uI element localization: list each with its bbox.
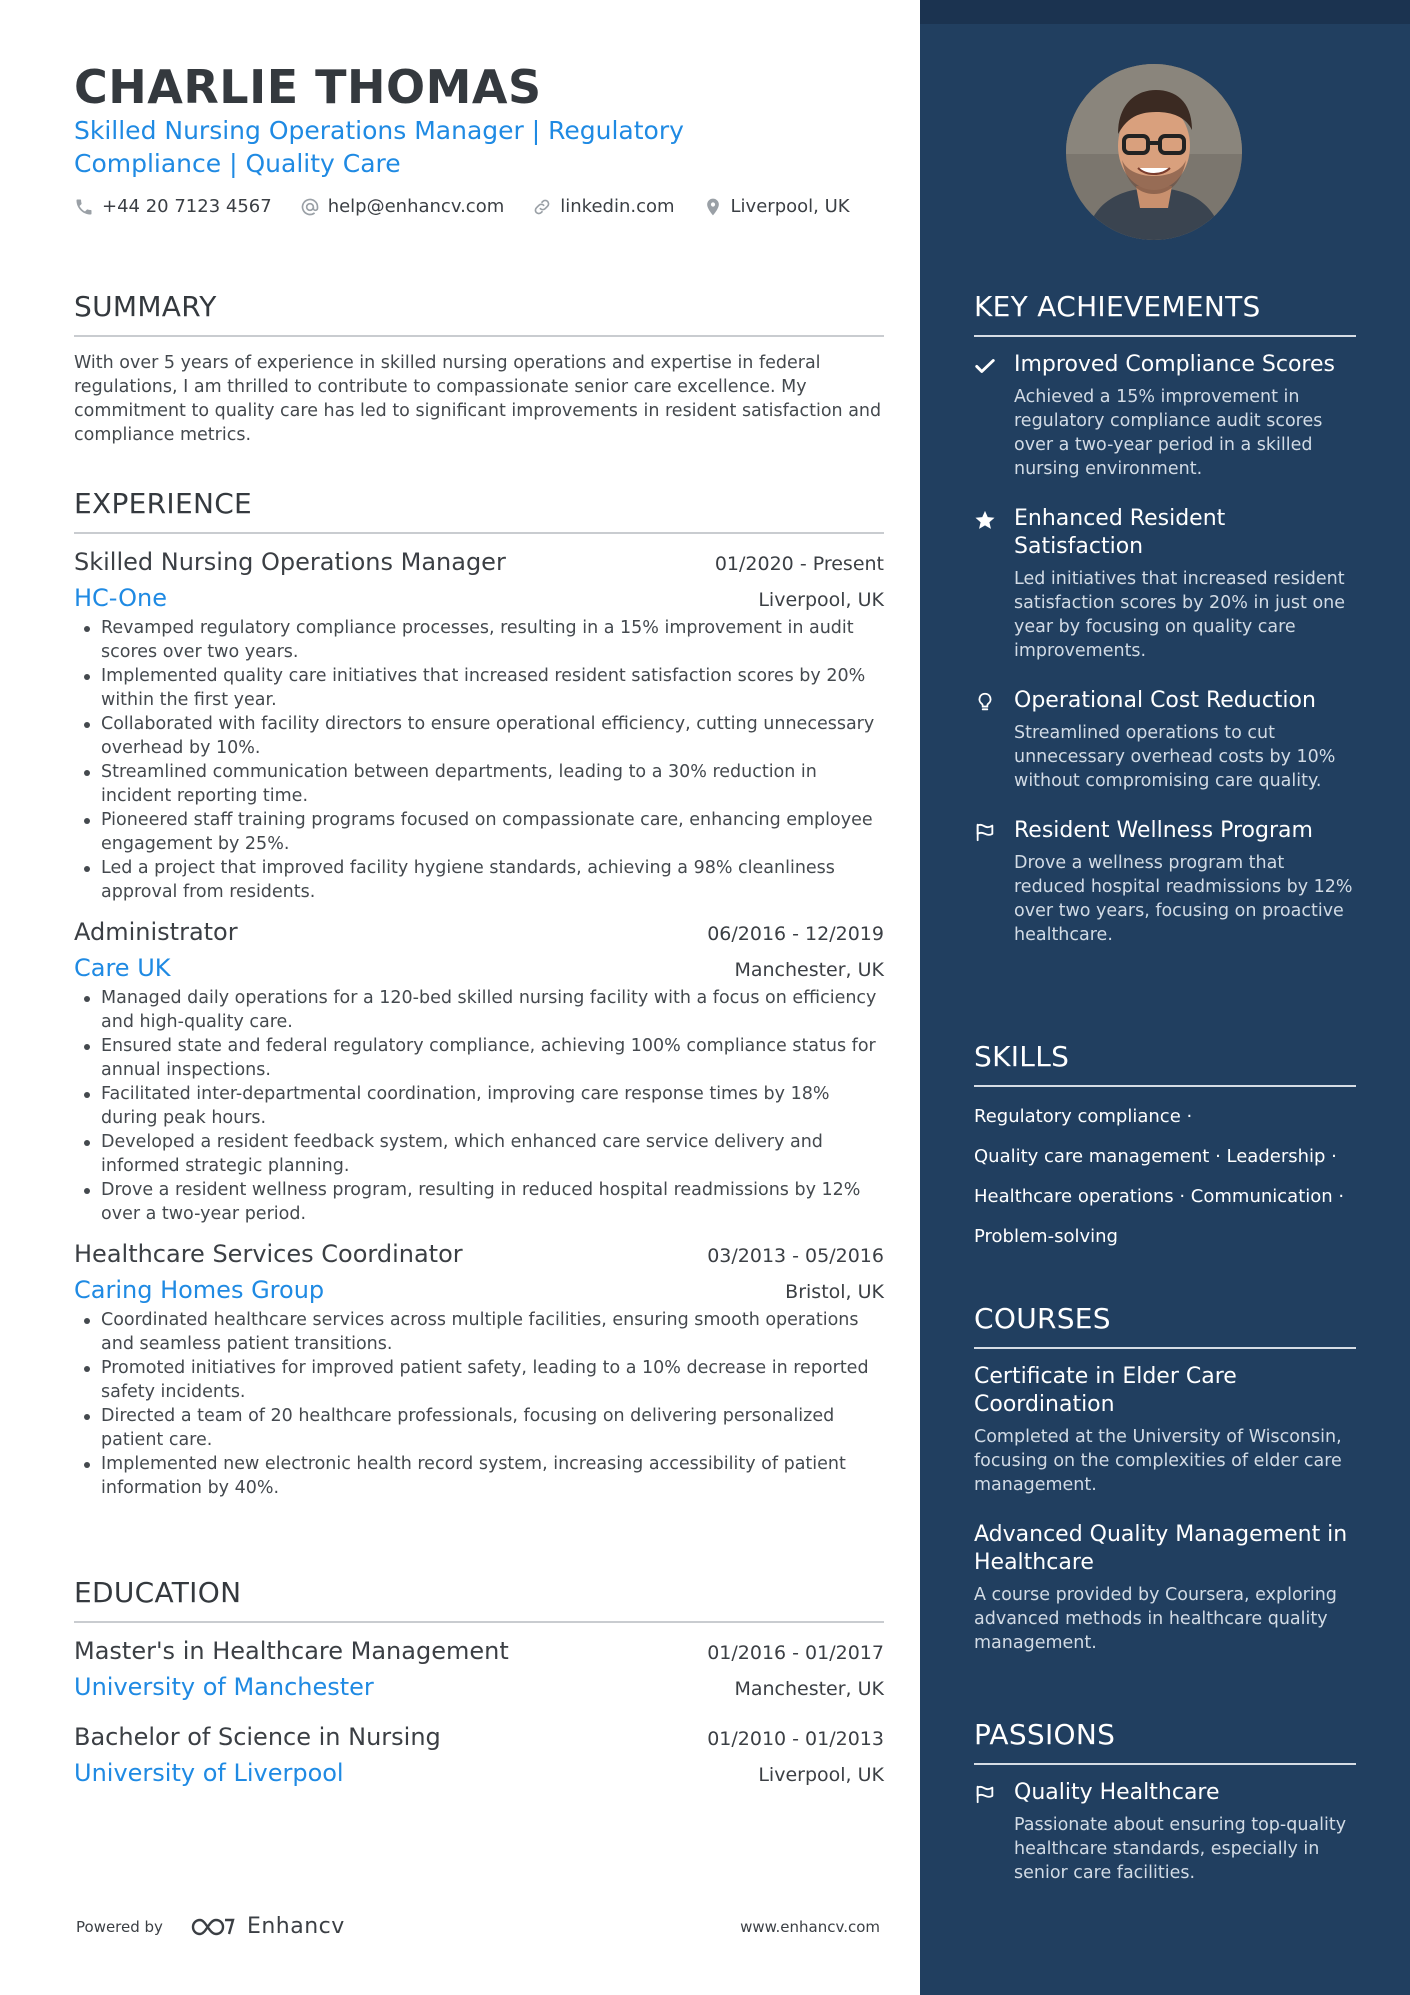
section-divider xyxy=(74,335,884,337)
section-divider xyxy=(974,1763,1356,1765)
contact-location xyxy=(703,196,850,217)
job-bullet: Led a project that improved facility hygiene standards, achieving a 98% cleanliness approval from residents. xyxy=(74,856,884,904)
course-desc: A course provided by Coursera, exploring advanced methods in healthcare quality management. xyxy=(974,1585,1337,1653)
job-bullet: Promoted initiatives for improved patient safety, leading to a 10% decrease in reported safety incidents. xyxy=(74,1356,884,1404)
education-school[interactable]: University of Liverpool xyxy=(74,1759,344,1787)
candidate-headline: Skilled Nursing Operations Manager | Regulatory Compliance | Quality Care xyxy=(74,116,684,178)
section-divider xyxy=(974,1085,1356,1087)
linkedin-text: linkedin.com xyxy=(560,196,675,217)
check-icon xyxy=(974,355,996,377)
achievement-desc: Drove a wellness program that reduced hospital readmissions by 12% over two years, focusing on proactive healthcare. xyxy=(1014,853,1353,945)
flag-icon xyxy=(974,821,996,843)
job-bullet: Facilitated inter-departmental coordination, improving care response times by 18% during peak hours. xyxy=(74,1082,884,1130)
at-icon xyxy=(300,197,320,217)
achievement-title: Enhanced Resident Satisfaction xyxy=(1014,506,1226,559)
summary-text: With over 5 years of experience in skilled nursing operations and expertise in federal regulations, I am thrilled to contribute to compassionate senior care excellence. My commitment to quality care has led to significant improvements in resident satisfaction and compliance metrics. xyxy=(74,353,882,445)
skills-section xyxy=(974,1040,1356,1257)
enhancv-logo-text: Enhancv xyxy=(246,1914,345,1939)
job-bullet: Developed a resident feedback system, which enhanced care service delivery and informed strategic planning. xyxy=(74,1130,884,1178)
education-entry xyxy=(74,1723,884,1787)
achievement-item xyxy=(974,351,1356,481)
email-text: help@enhancv.com xyxy=(327,196,505,217)
job-bullet: Coordinated healthcare services across multiple facilities, ensuring smooth operations and seamless patient transitions. xyxy=(74,1308,884,1356)
job-bullets xyxy=(74,986,884,1226)
experience-section xyxy=(74,487,884,1500)
skills-list xyxy=(974,1097,1356,1257)
phone-text: +44 20 7123 4567 xyxy=(102,196,272,217)
sidebar-top-bar xyxy=(920,0,1410,24)
achievement-desc: Led initiatives that increased resident satisfaction scores by 20% in just one year by focusing on quality care improvements. xyxy=(1014,569,1346,661)
course-item xyxy=(974,1363,1356,1497)
profile-photo xyxy=(1066,64,1242,240)
section-title-experience: EXPERIENCE xyxy=(74,487,253,520)
achievement-item xyxy=(974,687,1356,793)
section-title-education: EDUCATION xyxy=(74,1576,242,1609)
section-divider xyxy=(74,1621,884,1623)
job-bullet: Directed a team of 20 healthcare professionals, focusing on delivering personalized patient care. xyxy=(74,1404,884,1452)
job-location: Manchester, UK xyxy=(734,959,884,981)
education-degree: Bachelor of Science in Nursing xyxy=(74,1723,441,1751)
education-school[interactable]: University of Manchester xyxy=(74,1673,374,1701)
passion-item xyxy=(974,1779,1356,1885)
job-bullet: Collaborated with facility directors to ensure operational efficiency, cutting unnecessary overhead by 10%. xyxy=(74,712,884,760)
job-bullet: Streamlined communication between departments, leading to a 30% reduction in incident reporting time. xyxy=(74,760,884,808)
education-entry xyxy=(74,1637,884,1701)
job-company[interactable]: Caring Homes Group xyxy=(74,1276,325,1304)
phone-icon xyxy=(74,197,94,217)
achievement-desc: Achieved a 15% improvement in regulatory compliance audit scores over a two-year period in a skilled nursing environment. xyxy=(1014,387,1323,479)
section-title-courses: COURSES xyxy=(974,1302,1111,1335)
job-dates: 06/2016 - 12/2019 xyxy=(707,923,884,945)
skill-line: Regulatory compliance · xyxy=(974,1106,1193,1127)
education-degree: Master's in Healthcare Management xyxy=(74,1637,509,1665)
passion-desc: Passionate about ensuring top-quality healthcare standards, especially in senior care facilities. xyxy=(1014,1815,1347,1883)
job-entry xyxy=(74,918,884,1226)
contact-phone[interactable] xyxy=(74,196,272,217)
star-icon xyxy=(974,509,996,531)
avatar-portrait-icon xyxy=(1066,64,1242,240)
page-footer xyxy=(76,1914,880,1939)
enhancv-logo-icon xyxy=(189,1915,237,1939)
job-bullet: Revamped regulatory compliance processes, resulting in a 15% improvement in audit scores over two years. xyxy=(74,616,884,664)
job-role: Administrator xyxy=(74,918,238,946)
candidate-name: CHARLIE THOMAS xyxy=(74,60,542,114)
courses-section xyxy=(974,1302,1356,1655)
location-text: Liverpool, UK xyxy=(730,196,850,217)
course-item xyxy=(974,1521,1356,1655)
enhancv-logo[interactable] xyxy=(189,1914,345,1939)
skill-line: Problem-solving xyxy=(974,1226,1118,1247)
contact-email[interactable] xyxy=(300,196,505,217)
job-entry xyxy=(74,548,884,904)
achievement-item xyxy=(974,505,1356,663)
education-location: Manchester, UK xyxy=(734,1678,884,1700)
achievement-title: Improved Compliance Scores xyxy=(1014,352,1335,377)
powered-by-label: Powered by xyxy=(76,1917,163,1936)
job-bullet: Implemented quality care initiatives that increased resident satisfaction scores by 20% within the first year. xyxy=(74,664,884,712)
achievements-section xyxy=(974,290,1356,947)
job-role: Healthcare Services Coordinator xyxy=(74,1240,463,1268)
job-bullet: Implemented new electronic health record system, increasing accessibility of patient information by 40%. xyxy=(74,1452,884,1500)
education-dates: 01/2010 - 01/2013 xyxy=(707,1728,884,1750)
job-company[interactable]: Care UK xyxy=(74,954,171,982)
course-desc: Completed at the University of Wisconsin, focusing on the complexities of elder care management. xyxy=(974,1427,1342,1495)
job-location: Liverpool, UK xyxy=(758,589,884,611)
job-dates: 01/2020 - Present xyxy=(714,553,884,575)
achievement-title: Resident Wellness Program xyxy=(1014,818,1313,843)
job-dates: 03/2013 - 05/2016 xyxy=(707,1245,884,1267)
link-icon xyxy=(532,197,552,217)
sidebar xyxy=(920,0,1410,1995)
skill-line: Quality care management · Leadership · xyxy=(974,1146,1337,1167)
section-divider xyxy=(974,1347,1356,1349)
map-pin-icon xyxy=(703,197,723,217)
education-section xyxy=(74,1576,884,1787)
footer-website[interactable]: www.enhancv.com xyxy=(740,1917,880,1936)
job-role: Skilled Nursing Operations Manager xyxy=(74,548,506,576)
summary-section xyxy=(74,290,884,447)
achievement-item xyxy=(974,817,1356,947)
job-company[interactable]: HC-One xyxy=(74,584,167,612)
lightbulb-icon xyxy=(974,691,996,713)
powered-by xyxy=(76,1914,345,1939)
passion-title: Quality Healthcare xyxy=(1014,1780,1220,1805)
job-bullet: Drove a resident wellness program, resulting in reduced hospital readmissions by 12% over a two-year period. xyxy=(74,1178,884,1226)
section-title-achievements: KEY ACHIEVEMENTS xyxy=(974,290,1261,323)
section-divider xyxy=(74,532,884,534)
course-title: Certificate in Elder Care Coordination xyxy=(974,1364,1237,1417)
passions-section xyxy=(974,1718,1356,1885)
contact-bar xyxy=(74,196,878,217)
section-title-summary: SUMMARY xyxy=(74,290,217,323)
skill-line: Healthcare operations · Communication · xyxy=(974,1186,1345,1207)
job-bullets xyxy=(74,616,884,904)
education-location: Liverpool, UK xyxy=(758,1764,884,1786)
flag-icon xyxy=(974,1783,996,1805)
achievement-title: Operational Cost Reduction xyxy=(1014,688,1316,713)
section-title-passions: PASSIONS xyxy=(974,1718,1116,1751)
job-bullet: Ensured state and federal regulatory compliance, achieving 100% compliance status for annual inspections. xyxy=(74,1034,884,1082)
job-bullets xyxy=(74,1308,884,1500)
course-title: Advanced Quality Management in Healthcare xyxy=(974,1522,1348,1575)
achievement-desc: Streamlined operations to cut unnecessary overhead costs by 10% without compromising care quality. xyxy=(1014,723,1336,791)
section-title-skills: SKILLS xyxy=(974,1040,1070,1073)
contact-linkedin[interactable] xyxy=(532,196,674,217)
job-entry xyxy=(74,1240,884,1500)
education-dates: 01/2016 - 01/2017 xyxy=(707,1642,884,1664)
job-location: Bristol, UK xyxy=(785,1281,884,1303)
job-bullet: Pioneered staff training programs focused on compassionate care, enhancing employee engagement by 25%. xyxy=(74,808,884,856)
job-bullet: Managed daily operations for a 120-bed skilled nursing facility with a focus on efficiency and high-quality care. xyxy=(74,986,884,1034)
section-divider xyxy=(974,335,1356,337)
